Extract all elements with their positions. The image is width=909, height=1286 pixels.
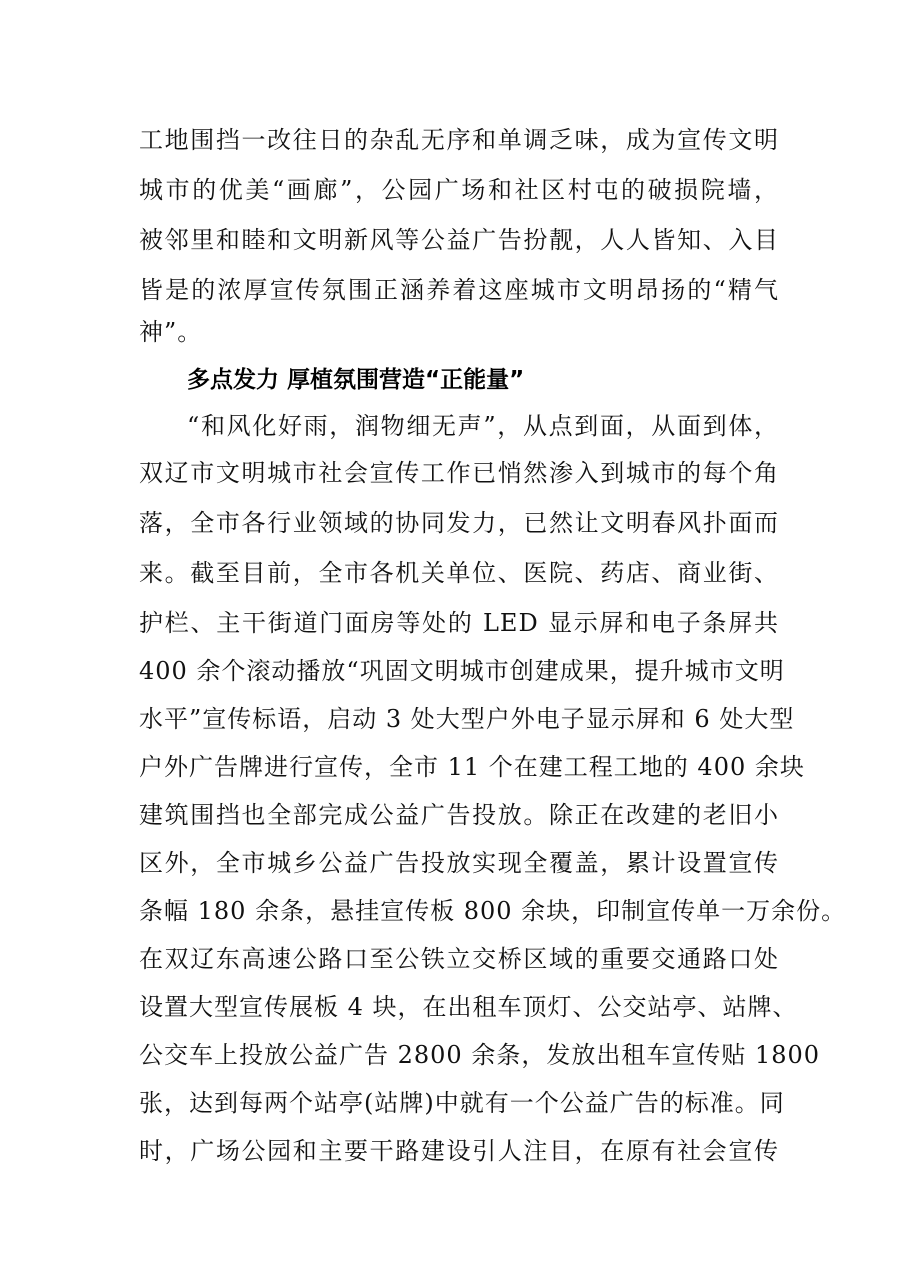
paragraph-line: 条幅 180 余条，悬挂宣传板 800 余块，印制宣传单一万余份。	[139, 897, 847, 925]
paragraph-line: 来。截至目前，全市各机关单位、医院、药店、商业街、	[139, 559, 779, 587]
paragraph-line: 城市的优美“画廊”，公园广场和社区村屯的破损院墙，	[139, 176, 779, 204]
paragraph-line: 公交车上投放公益广告 2800 余条，发放出租车宣传贴 1800	[139, 1041, 821, 1069]
section-heading: 多点发力 厚植氛围营造“正能量”	[187, 367, 525, 393]
paragraph-line: 400 余个滚动播放“巩固文明城市创建成果，提升城市文明	[139, 657, 785, 685]
paragraph-line: “和风化好雨，润物细无声”，从点到面，从面到体，	[187, 412, 779, 440]
paragraph-line: 户外广告牌进行宣传，全市 11 个在建工程工地的 400 余块	[139, 753, 805, 781]
paragraph-line: 区外，全市城乡公益广告投放实现全覆盖，累计设置宣传	[139, 849, 779, 877]
paragraph-line: 落，全市各行业领域的协同发力，已然让文明春风扑面而	[139, 509, 779, 537]
paragraph-line: 设置大型宣传展板 4 块，在出租车顶灯、公交站亭、站牌、	[139, 993, 798, 1021]
paragraph-line: 皆是的浓厚宣传氛围正涵养着这座城市文明昂扬的“精气	[139, 276, 779, 304]
paragraph-line: 被邻里和睦和文明新风等公益广告扮靓，人人皆知、入目	[139, 226, 779, 254]
paragraph-line: 建筑围挡也全部完成公益广告投放。除正在改建的老旧小	[139, 801, 779, 829]
paragraph-line: 张，达到每两个站亭(站牌)中就有一个公益广告的标准。同	[139, 1089, 785, 1117]
paragraph-line: 在双辽东高速公路口至公铁立交桥区域的重要交通路口处	[139, 945, 779, 973]
paragraph-line: 水平”宣传标语，启动 3 处大型户外电子显示屏和 6 处大型	[139, 705, 795, 733]
paragraph-line: 时，广场公园和主要干路建设引人注目，在原有社会宣传	[139, 1137, 779, 1165]
paragraph-line: 护栏、主干街道门面房等处的 LED 显示屏和电子条屏共	[139, 609, 779, 637]
paragraph-line: 神”。	[139, 318, 203, 346]
paragraph-line: 工地围挡一改往日的杂乱无序和单调乏味，成为宣传文明	[139, 126, 779, 154]
paragraph-line: 双辽市文明城市社会宣传工作已悄然渗入到城市的每个角	[139, 459, 779, 487]
